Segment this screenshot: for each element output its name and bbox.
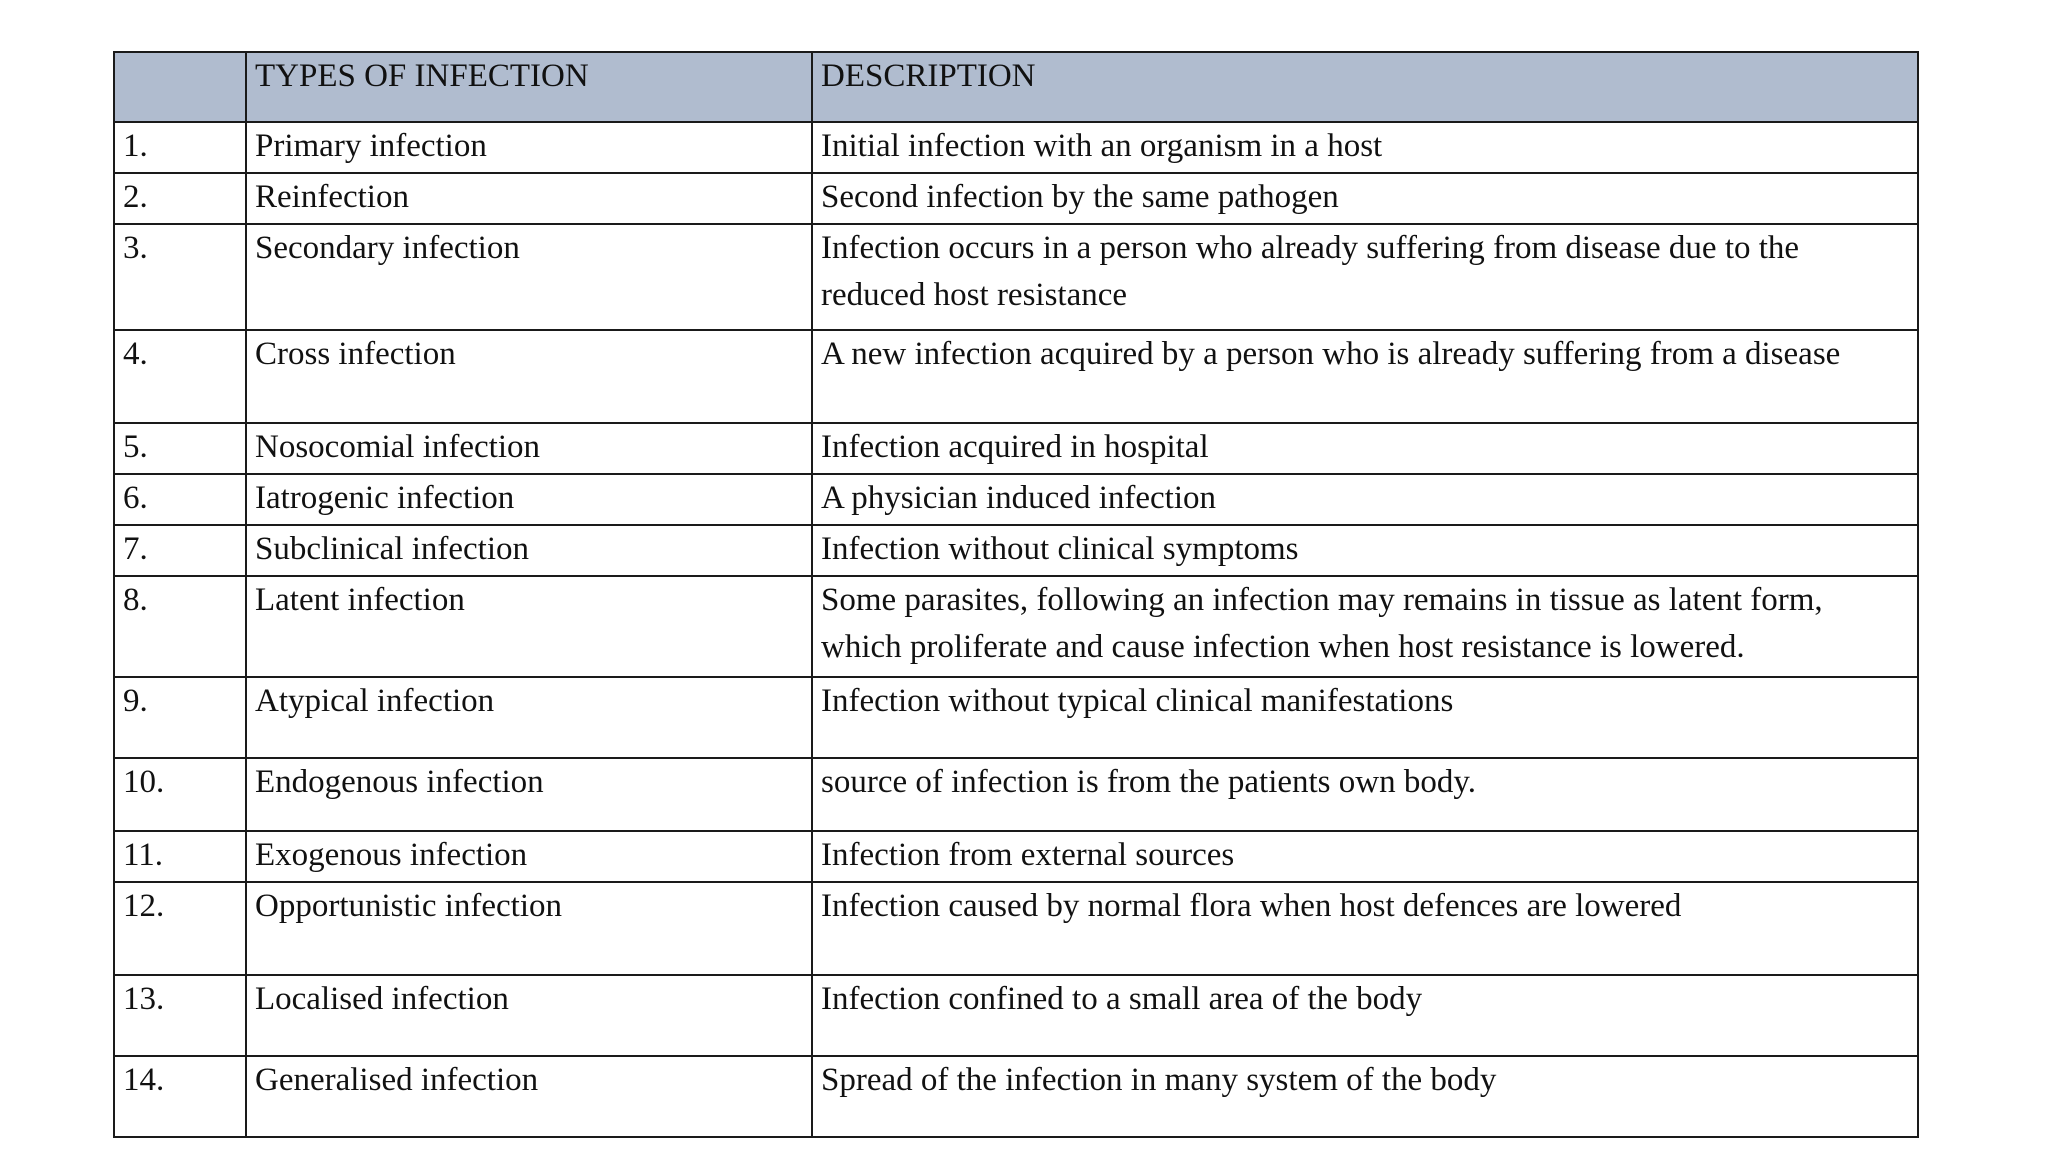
row-type: Reinfection [246,173,812,224]
row-description: Second infection by the same pathogen [812,173,1918,224]
row-description: A new infection acquired by a person who is already suffering from a disease [812,330,1918,423]
row-description: Some parasites, following an infection may remains in tissue as latent form, which proliferate and cause infection when host resistance is lowered. [812,576,1918,677]
table-row [114,831,1918,882]
row-description: Initial infection with an organism in a host [812,122,1918,173]
row-type: Secondary infection [246,224,812,330]
row-description: Infection occurs in a person who already suffering from disease due to the reduced host resistance [812,224,1918,330]
row-description: Infection without clinical symptoms [812,525,1918,576]
row-number: 10. [114,758,246,831]
row-type: Subclinical infection [246,525,812,576]
row-description: Spread of the infection in many system of the body [812,1056,1918,1137]
row-type: Localised infection [246,975,812,1056]
row-type: Generalised infection [246,1056,812,1137]
row-description: Infection caused by normal flora when host defences are lowered [812,882,1918,975]
row-number: 14. [114,1056,246,1137]
row-type: Exogenous infection [246,831,812,882]
row-type: Iatrogenic infection [246,474,812,525]
table-row [114,1056,1918,1137]
table-row [114,173,1918,224]
row-number: 3. [114,224,246,330]
row-number: 6. [114,474,246,525]
table-row [114,330,1918,423]
row-description: Infection without typical clinical manifestations [812,677,1918,758]
table-row [114,423,1918,474]
header-types-of-infection: TYPES OF INFECTION [246,52,812,122]
table-row [114,224,1918,330]
row-type: Cross infection [246,330,812,423]
table-row [114,122,1918,173]
row-description: Infection from external sources [812,831,1918,882]
row-number: 9. [114,677,246,758]
infection-types-table [113,51,1919,1138]
row-number: 1. [114,122,246,173]
row-description: source of infection is from the patients own body. [812,758,1918,831]
table-row [114,474,1918,525]
row-number: 8. [114,576,246,677]
table-row [114,758,1918,831]
row-type: Primary infection [246,122,812,173]
row-type: Opportunistic infection [246,882,812,975]
row-description: A physician induced infection [812,474,1918,525]
table-row [114,882,1918,975]
row-number: 2. [114,173,246,224]
table-row [114,975,1918,1056]
row-type: Endogenous infection [246,758,812,831]
row-type: Latent infection [246,576,812,677]
table-row [114,576,1918,677]
row-number: 5. [114,423,246,474]
row-number: 7. [114,525,246,576]
row-number: 12. [114,882,246,975]
row-number: 4. [114,330,246,423]
row-type: Nosocomial infection [246,423,812,474]
table-row [114,525,1918,576]
table-row [114,677,1918,758]
table-header-row [114,52,1918,122]
row-type: Atypical infection [246,677,812,758]
row-description: Infection acquired in hospital [812,423,1918,474]
header-number [114,52,246,122]
row-description: Infection confined to a small area of the body [812,975,1918,1056]
row-number: 13. [114,975,246,1056]
header-description: DESCRIPTION [812,52,1918,122]
row-number: 11. [114,831,246,882]
